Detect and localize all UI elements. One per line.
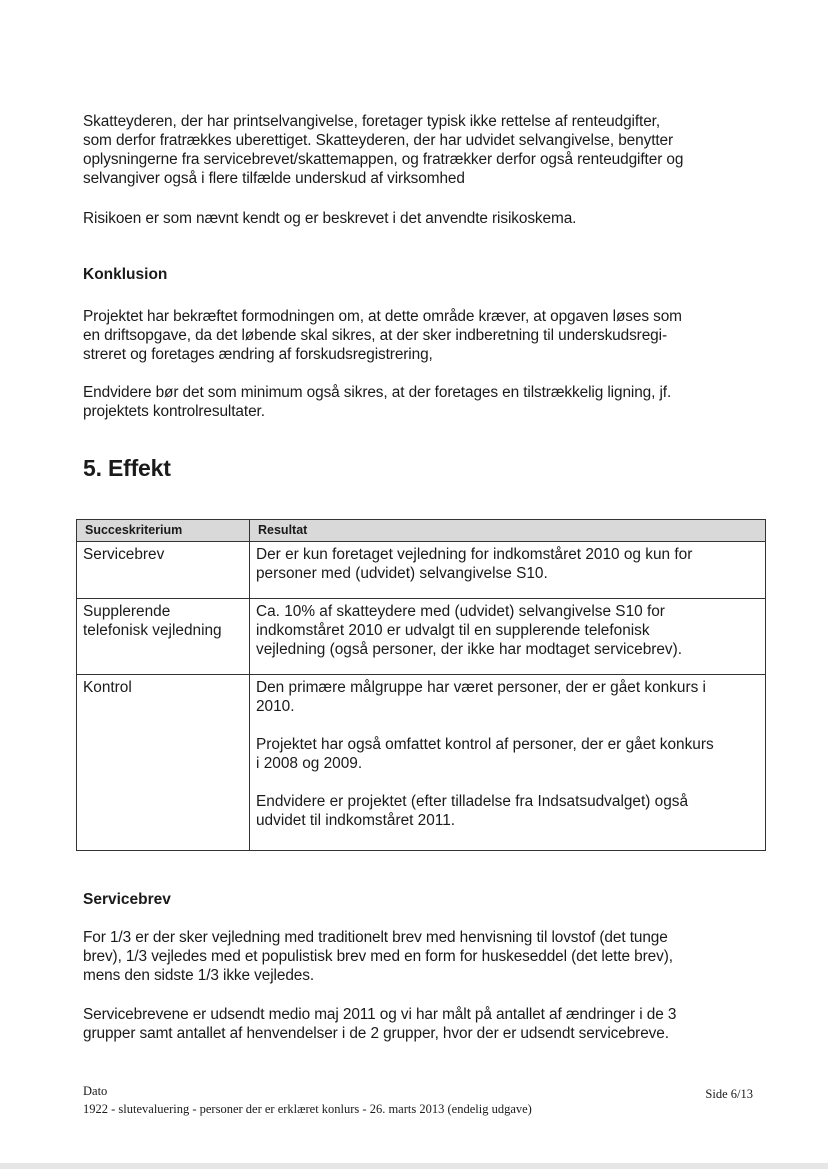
text-line: brev), 1/3 vejledes med et populistisk brev med en form for huskeseddel (det lette brev), bbox=[83, 948, 673, 965]
result-block bbox=[256, 735, 759, 773]
cell-text: Kontrol bbox=[83, 679, 132, 696]
text-line: som derfor fratrækkes uberettiget. Skatteyderen, der har udvidet selvangivelse, benytter bbox=[83, 132, 674, 149]
result-block bbox=[256, 792, 759, 830]
criterion-cell bbox=[77, 599, 250, 675]
cell-text: vejledning (også personer, der ikke har modtaget servicebrev). bbox=[256, 641, 683, 658]
result-block bbox=[256, 678, 759, 716]
column-header-criterion: Succeskriterium bbox=[77, 520, 250, 542]
text-line: Endvidere bør det som minimum også sikres, at der foretages en tilstrækkelig ligning, jf. bbox=[83, 384, 672, 401]
konklusion-heading: Konklusion bbox=[83, 266, 168, 283]
column-header-result: Resultat bbox=[250, 520, 766, 542]
konklusion-paragraph-1 bbox=[83, 307, 763, 364]
result-cell bbox=[250, 542, 766, 599]
footer-date-label: Dato bbox=[83, 1084, 108, 1098]
servicebrev-paragraph-2 bbox=[83, 1005, 763, 1043]
cell-text: telefonisk vejledning bbox=[83, 622, 222, 639]
table-row bbox=[77, 599, 766, 675]
intro-paragraph-2 bbox=[83, 209, 763, 228]
cell-text: udvidet til indkomståret 2011. bbox=[256, 812, 456, 829]
servicebrev-paragraph-1 bbox=[83, 928, 763, 985]
table-header-row bbox=[77, 520, 766, 542]
footer-document-title: 1922 - slutevaluering - personer der er erklæret konlurs - 26. marts 2013 (endelig udgave) bbox=[83, 1102, 532, 1116]
page-number: Side 6/13 bbox=[705, 1087, 753, 1101]
criterion-cell bbox=[77, 675, 250, 851]
result-block bbox=[256, 545, 759, 583]
text-line: Risikoen er som nævnt kendt og er beskrevet i det anvendte risikoskema. bbox=[83, 210, 577, 227]
section-title: 5. Effekt bbox=[83, 455, 171, 481]
text-line: selvangiver også i flere tilfælde underskud af virksomhed bbox=[83, 170, 465, 187]
criterion-cell bbox=[77, 542, 250, 599]
konklusion-paragraph-2 bbox=[83, 383, 763, 421]
cell-text: Den primære målgruppe har været personer, der er gået konkurs i bbox=[256, 679, 706, 696]
text-line: Projektet har bekræftet formodningen om, at dette område kræver, at opgaven løses som bbox=[83, 308, 682, 325]
text-line: mens den sidste 1/3 ikke vejledes. bbox=[83, 967, 315, 984]
text-line: streret og foretages ændring af forskudsregistrering, bbox=[83, 346, 433, 363]
table-row bbox=[77, 675, 766, 851]
text-line: oplysningerne fra servicebrevet/skattemappen, og fratrækker derfor også renteudgifter og bbox=[83, 151, 684, 168]
text-line: projektets kontrolresultater. bbox=[83, 403, 265, 420]
text-line: en driftsopgave, da det løbende skal sikres, at der sker indberetning til underskudsregi- bbox=[83, 327, 667, 344]
cell-text: 2010. bbox=[256, 698, 295, 715]
result-block bbox=[256, 602, 759, 659]
intro-paragraph-1 bbox=[83, 112, 763, 188]
cell-text: Der er kun foretaget vejledning for indkomståret 2010 og kun for bbox=[256, 546, 693, 563]
cell-text: Projektet har også omfattet kontrol af personer, der er gået konkurs bbox=[256, 736, 714, 753]
table-row bbox=[77, 542, 766, 599]
cell-text: personer med (udvidet) selvangivelse S10. bbox=[256, 565, 548, 582]
result-cell bbox=[250, 599, 766, 675]
cell-text: Supplerende bbox=[83, 603, 171, 620]
cell-text: indkomståret 2010 er udvalgt til en supplerende telefonisk bbox=[256, 622, 650, 639]
effect-table bbox=[76, 519, 766, 851]
cell-text: i 2008 og 2009. bbox=[256, 755, 363, 772]
servicebrev-heading: Servicebrev bbox=[83, 891, 171, 908]
text-line: Skatteyderen, der har printselvangivelse, foretager typisk ikke rettelse af renteudgifter, bbox=[83, 113, 661, 130]
cell-text: Ca. 10% af skatteydere med (udvidet) selvangivelse S10 for bbox=[256, 603, 665, 620]
cell-text: Servicebrev bbox=[83, 546, 165, 563]
result-cell bbox=[250, 675, 766, 851]
scan-edge-divider bbox=[0, 1163, 828, 1169]
text-line: Servicebrevene er udsendt medio maj 2011 og vi har målt på antallet af ændringer i de 3 bbox=[83, 1006, 677, 1023]
text-line: For 1/3 er der sker vejledning med traditionelt brev med henvisning til lovstof (det tunge bbox=[83, 929, 668, 946]
cell-text: Endvidere er projektet (efter tilladelse fra Indsatsudvalget) også bbox=[256, 793, 689, 810]
text-line: grupper samt antallet af henvendelser i de 2 grupper, hvor der er udsendt servicebreve. bbox=[83, 1025, 669, 1042]
